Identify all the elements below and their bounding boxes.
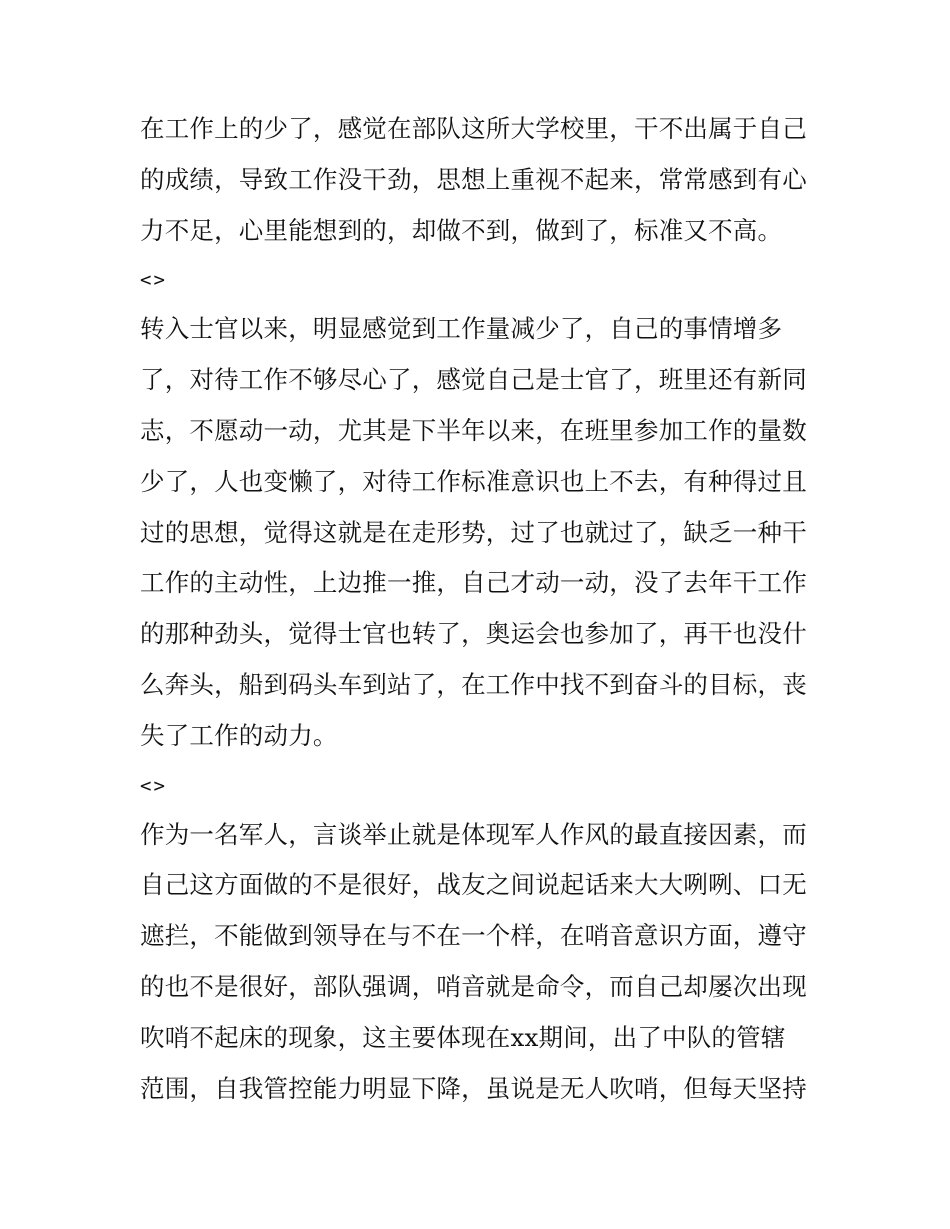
paragraph-line: 么奔头，船到码头车到站了，在工作中找不到奋斗的目标，丧 xyxy=(140,669,807,699)
separator-marker: <> xyxy=(140,269,167,292)
paragraph-line: 的成绩，导致工作没干劲，思想上重视不起来，常常感到有心 xyxy=(140,164,807,194)
paragraph-line: 失了工作的动力。 xyxy=(140,720,338,750)
paragraph-line: 了，对待工作不够尽心了，感觉自己是士官了，班里还有新同 xyxy=(140,365,807,395)
separator-marker: <> xyxy=(140,774,167,797)
paragraph-line: 吹哨不起床的现象，这主要体现在xx期间，出了中队的管辖 xyxy=(140,1022,786,1052)
paragraph-1 xyxy=(140,104,815,256)
paragraph-line: 转入士官以来，明显感觉到工作量减少了，自己的事情增多 xyxy=(140,314,783,344)
paragraph-line: 的那种劲头，觉得士官也转了，奥运会也参加了，再干也没什 xyxy=(140,619,807,649)
paragraph-line: 作为一名军人，言谈举止就是体现军人作风的最直接因素，而 xyxy=(140,819,807,849)
paragraph-line: 范围，自我管控能力明显下降，虽说是无人吹哨，但每天坚持 xyxy=(140,1073,807,1103)
paragraph-line: 过的思想，觉得这就是在走形势，过了也就过了，缺乏一种干 xyxy=(140,517,807,547)
paragraph-line: 自己这方面做的不是很好，战友之间说起话来大大咧咧、口无 xyxy=(140,870,807,900)
paragraph-line: 工作的主动性，上边推一推，自己才动一动，没了去年干工作 xyxy=(140,568,807,598)
paragraph-line: 少了，人也变懒了，对待工作标准意识也上不去，有种得过且 xyxy=(140,466,807,496)
paragraph-line: 力不足，心里能想到的，却做不到，做到了，标准又不高。 xyxy=(140,215,783,245)
paragraph-line: 的也不是很好，部队强调，哨音就是命令，而自己却屡次出现 xyxy=(140,971,807,1001)
paragraph-line: 在工作上的少了，感觉在部队这所大学校里，干不出属于自己 xyxy=(140,114,807,143)
document-body xyxy=(140,104,815,1114)
paragraph-2 xyxy=(140,304,815,761)
paragraph-3 xyxy=(140,810,815,1115)
paragraph-line: 遮拦，不能做到领导在与不在一个样，在哨音意识方面，遵守 xyxy=(140,921,807,951)
paragraph-line: 志，不愿动一动，尤其是下半年以来，在班里参加工作的量数 xyxy=(140,415,807,445)
